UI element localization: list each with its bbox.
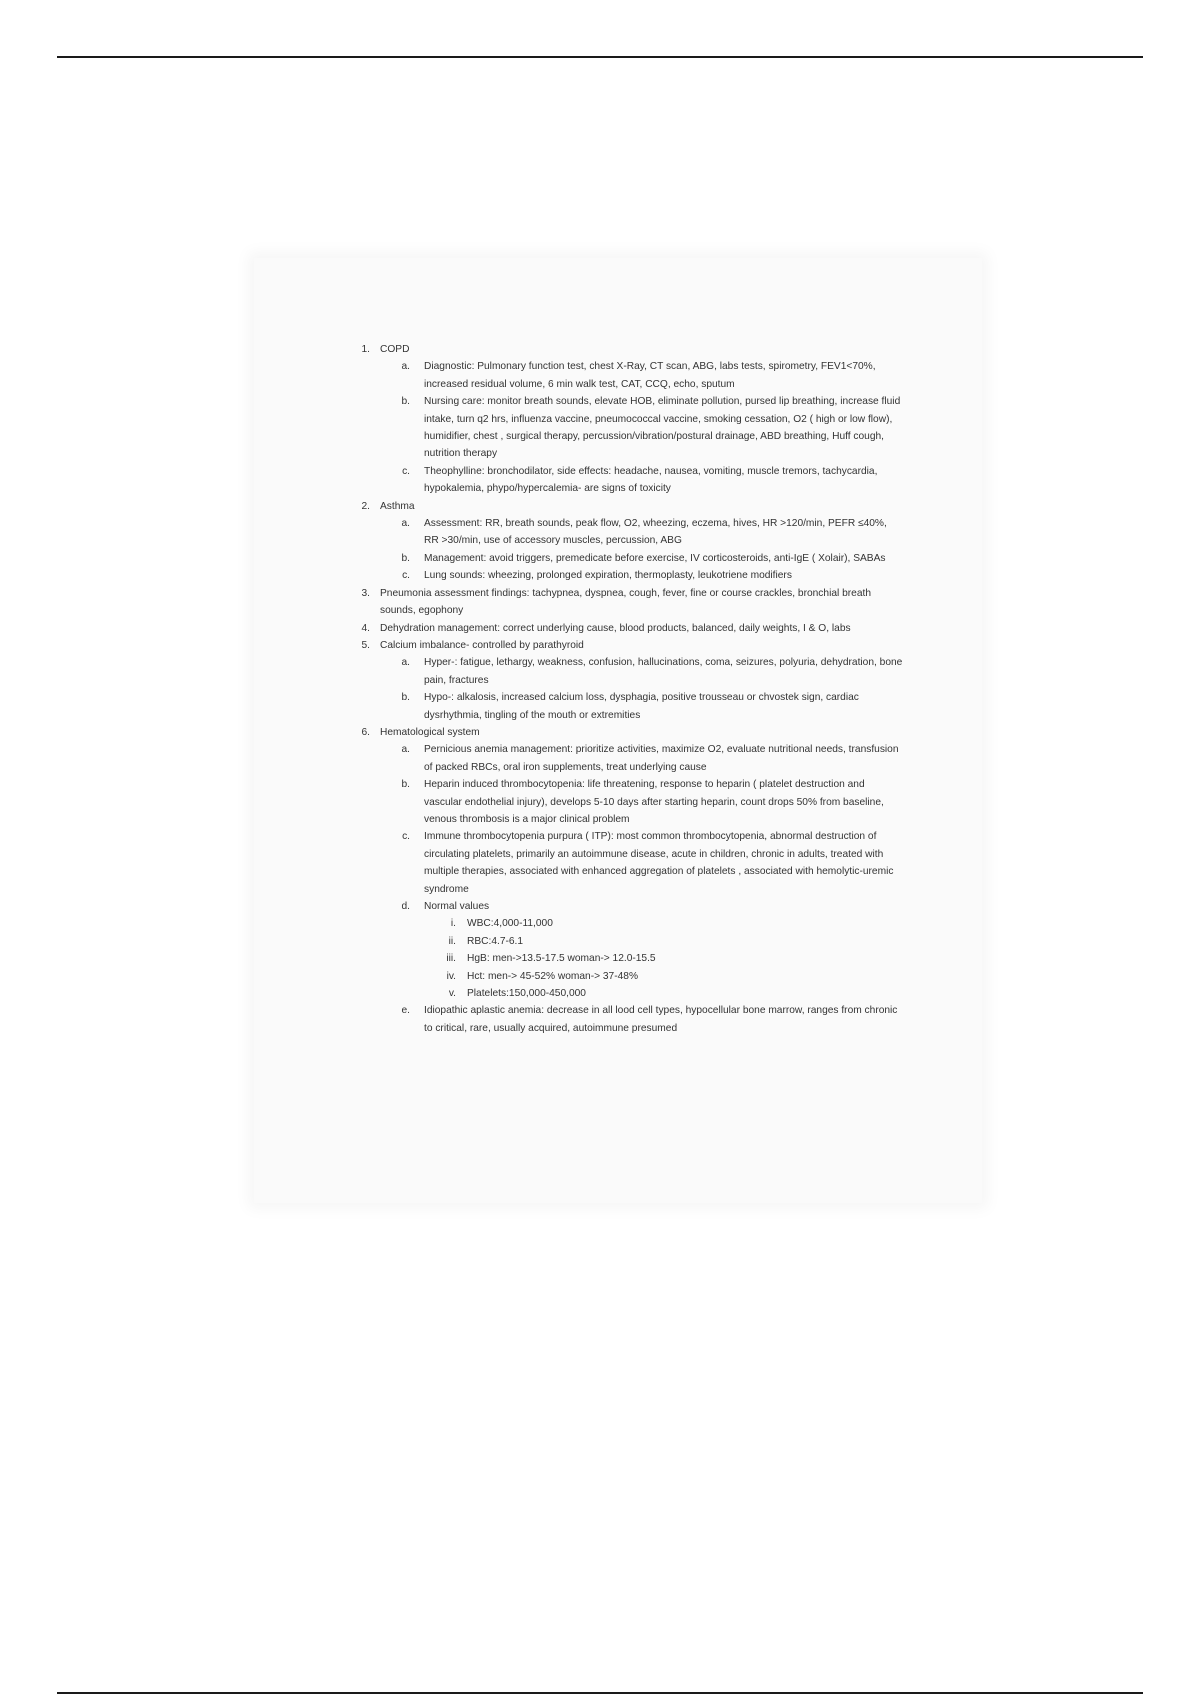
sub-list-item — [358, 515, 903, 550]
sub-sub-list-item — [358, 950, 903, 967]
list-item-text: Hypo-: alkalosis, increased calcium loss, dysphagia, positive trousseau or chvostek sign, cardiac dysrhythmia, tingling of the mouth or extremities — [424, 692, 859, 721]
sub-list-item — [358, 776, 903, 828]
list-item-text: WBC:4,000-11,000 — [467, 918, 553, 930]
list-marker: 5. — [361, 639, 370, 651]
list-item-text: COPD — [380, 344, 410, 355]
list-item — [358, 724, 903, 741]
list-marker: e. — [401, 1005, 410, 1017]
list-marker: i. — [450, 918, 456, 930]
sub-list-item — [358, 828, 903, 898]
list-marker: a. — [401, 657, 410, 669]
list-item-text: Normal values — [424, 901, 490, 912]
sub-list-item — [358, 567, 903, 584]
sub-list-item — [358, 741, 903, 776]
list-marker: 4. — [361, 622, 370, 634]
list-marker: iv. — [446, 970, 456, 982]
sub-list-item — [358, 654, 903, 689]
list-marker: 3. — [361, 587, 370, 599]
list-item-text: Hct: men-> 45-52% woman-> 37-48% — [467, 970, 639, 982]
list-item-text: Nursing care: monitor breath sounds, elevate HOB, eliminate pollution, pursed lip breathing, increase fluid intake, turn q2 hrs, influenza vaccine, pneumococcal vaccine, smoking cessation, O2 ( high or low flow), humidifier, chest , surgical therapy, percussion/vibration/postural drainage, ABD breathing, Huff cough, nutrition therapy — [424, 396, 901, 460]
list-item-text: Diagnostic: Pulmonary function test, chest X-Ray, CT scan, ABG, labs tests, spirometry, FEV1<70%, increased residual volume, 6 min walk test, CAT, CCQ, echo, sputum — [424, 361, 876, 390]
list-item-text: Assessment: RR, breath sounds, peak flow, O2, wheezing, eczema, hives, HR >120/min, PEFR ≤40%, RR >30/min, use of accessory muscles, percussion, ABG — [424, 518, 887, 547]
list-item-text: Lung sounds: wheezing, prolonged expiration, thermoplasty, leukotriene modifiers — [424, 570, 792, 582]
list-item — [358, 620, 903, 637]
list-item-text: Hyper-: fatigue, lethargy, weakness, confusion, hallucinations, coma, seizures, polyuria, dehydration, bone pain, fractures — [424, 657, 903, 686]
list-item-text: Asthma — [380, 500, 415, 512]
list-marker: 2. — [361, 500, 370, 512]
list-marker: d. — [401, 901, 410, 912]
list-marker: a. — [401, 361, 410, 373]
list-item-text: Idiopathic aplastic anemia: decrease in all lood cell types, hypocellular bone marrow, ranges from chronic to critical, rare, usually acquired, autoimmune presumed — [424, 1005, 898, 1034]
list-item-text: Theophylline: bronchodilator, side effects: headache, nausea, vomiting, muscle tremors, tachycardia, hypokalemia, phypo/hypercalemia- are signs of toxicity — [424, 465, 878, 495]
list-item-text: Heparin induced thrombocytopenia: life threatening, response to heparin ( platelet destruction and vascular endothelial injury), develops 5-10 days after starting heparin, count drops 50% from baseline, venous thrombosis is a major clinical problem — [424, 779, 884, 825]
list-item — [358, 585, 903, 620]
list-item-text: RBC:4.7-6.1 — [467, 935, 524, 947]
sub-list-item — [358, 689, 903, 724]
list-item-text: Hematological system — [380, 726, 480, 738]
list-marker: b. — [401, 552, 410, 564]
list-item — [358, 498, 903, 515]
list-marker: b. — [401, 692, 410, 704]
sub-list-item — [358, 393, 903, 463]
list-item-text: HgB: men->13.5-17.5 woman-> 12.0-15.5 — [467, 953, 656, 965]
list-item-text: Calcium imbalance- controlled by parathyroid — [380, 639, 584, 651]
sub-sub-list-item — [358, 985, 903, 1002]
sub-list-item — [358, 463, 903, 498]
sub-list-item — [358, 358, 903, 393]
list-item — [358, 341, 903, 358]
sub-list-item — [358, 550, 903, 567]
list-marker: b. — [401, 396, 410, 408]
list-item — [358, 637, 903, 654]
list-item-text: Pernicious anemia management: prioritize activities, maximize O2, evaluate nutritional needs, transfusion of packed RBCs, oral iron supplements, treat underlying cause — [424, 744, 899, 773]
sub-sub-list-item — [358, 915, 903, 932]
list-marker: c. — [402, 831, 410, 843]
sub-list-item — [358, 898, 903, 915]
list-marker: ii. — [448, 935, 456, 947]
top-divider — [57, 56, 1143, 58]
sub-list-item — [358, 1002, 903, 1037]
list-item-text: Pneumonia assessment findings: tachypnea, dyspnea, cough, fever, fine or course crackles, bronchial breath sounds, egophony — [380, 587, 871, 617]
list-marker: a. — [401, 518, 410, 530]
list-marker: c. — [402, 570, 410, 582]
list-marker: a. — [401, 744, 410, 756]
list-marker: c. — [402, 465, 410, 477]
sub-sub-list-item — [358, 968, 903, 985]
list-item-text: Management: avoid triggers, premedicate before exercise, IV corticosteroids, anti-IgE ( Xolair), SABAs — [424, 552, 886, 564]
list-marker: v. — [448, 988, 456, 1000]
list-marker: b. — [401, 779, 410, 791]
list-marker: 1. — [361, 344, 370, 355]
list-marker: iii. — [446, 953, 456, 965]
list-item-text: Immune thrombocytopenia purpura ( ITP): most common thrombocytopenia, abnormal destruction of circulating platelets, primarily an autoimmune disease, acute in children, chronic in adults, treated with multiple therapies, associated with enhanced aggregation of platelets , associated with hemolytic-uremic syndrome — [424, 831, 894, 895]
sub-sub-list-item — [358, 933, 903, 950]
document-outline — [358, 341, 903, 1037]
list-item-text: Dehydration management: correct underlying cause, blood products, balanced, daily weights, I & O, labs — [380, 622, 851, 634]
list-item-text: Platelets:150,000-450,000 — [467, 988, 586, 1000]
list-marker: 6. — [361, 726, 370, 738]
bottom-divider — [57, 1692, 1143, 1694]
